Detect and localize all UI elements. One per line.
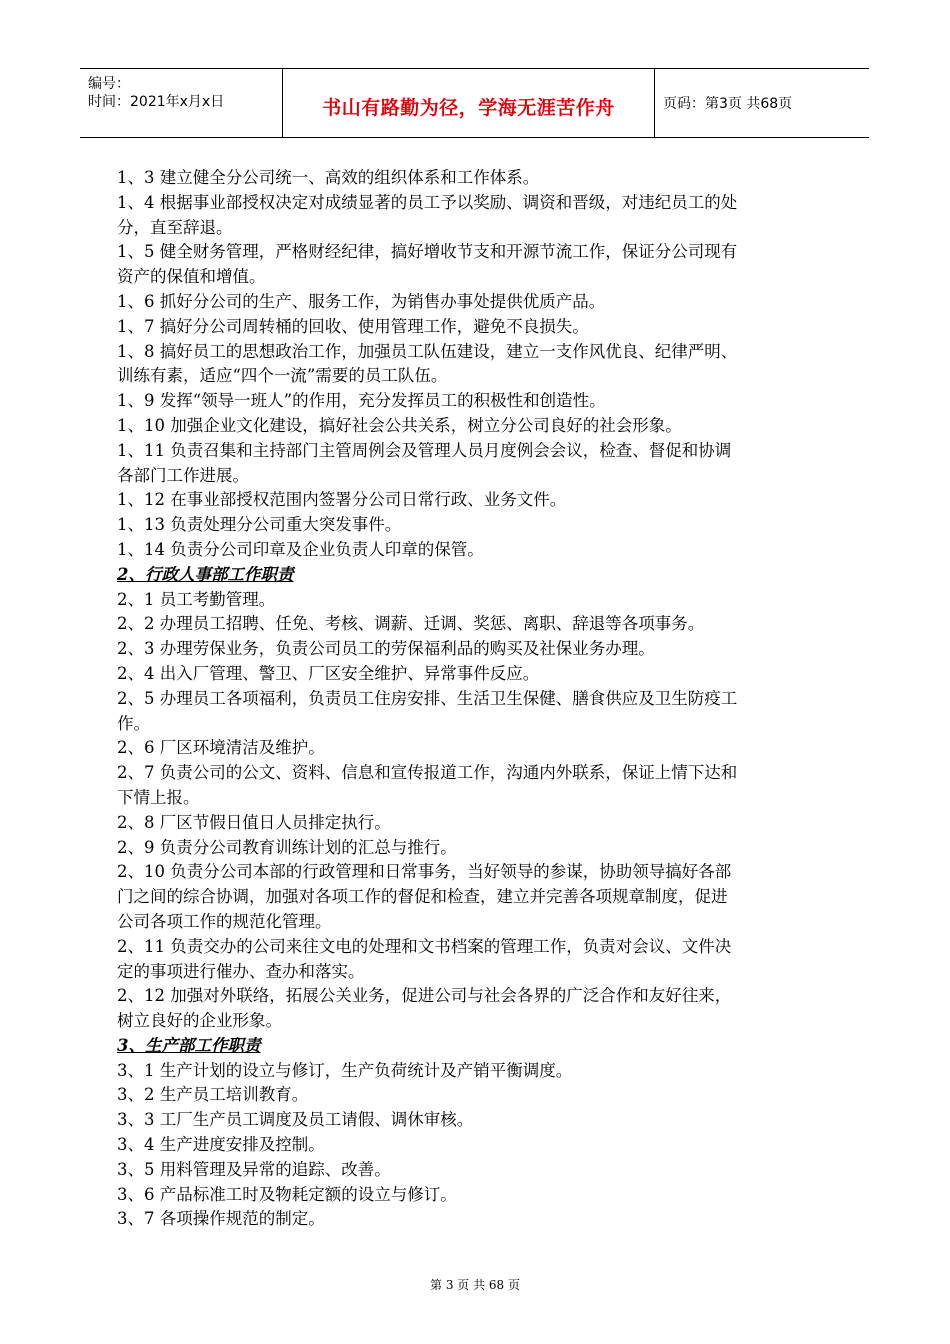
- document-code-label: 编号：: [88, 76, 130, 92]
- text-line: 1、4 根据事业部授权决定对成绩显著的员工予以奖励、调资和晋级，对违纪员工的处: [117, 192, 738, 212]
- document-body: [117, 166, 835, 1232]
- text-line: 作。: [117, 713, 150, 733]
- header-info-cell: [80, 69, 283, 137]
- text-line: 1、8 搞好员工的思想政治工作，加强员工队伍建设，建立一支作风优良、纪律严明、: [117, 341, 738, 361]
- text-line: 3、6 产品标准工时及物耗定额的设立与修订。: [117, 1184, 457, 1204]
- text-line: 2、5 办理员工各项福利，负责员工住房安排、生活卫生保健、膳食供应及卫生防疫工: [117, 688, 738, 708]
- text-line: 下情上报。: [117, 787, 200, 807]
- text-line: 3、3 工厂生产员工调度及员工请假、调休审核。: [117, 1110, 474, 1130]
- text-line: 1、13 负责处理分公司重大突发事件。: [117, 515, 402, 535]
- header-motto: 书山有路勤为径，学海无涯苦作舟: [322, 97, 615, 119]
- document-time-label: 时间：2021年x月x日: [88, 94, 225, 110]
- text-line: 3、7 各项操作规范的制定。: [117, 1209, 325, 1229]
- text-line: 2、10 负责分公司本部的行政管理和日常事务，当好领导的参谋，协助领导搞好各部: [117, 862, 732, 882]
- text-line: 3、1 生产计划的设立与修订，生产负荷统计及产销平衡调度。: [117, 1060, 573, 1080]
- text-line: 资产的保值和增值。: [117, 267, 266, 287]
- text-line: 2、4 出入厂管理、警卫、厂区安全维护、异常事件反应。: [117, 663, 540, 683]
- text-line: 1、6 抓好分公司的生产、服务工作，为销售办事处提供优质产品。: [117, 291, 606, 311]
- text-line: 2、9 负责分公司教育训练计划的汇总与推行。: [117, 837, 457, 857]
- text-line: 2、6 厂区环境清洁及维护。: [117, 738, 325, 758]
- text-line: 分，直至辞退。: [117, 217, 233, 237]
- document-header: [80, 68, 869, 138]
- text-line: 3、4 生产进度安排及控制。: [117, 1135, 325, 1155]
- text-line: 树立良好的企业形象。: [117, 1011, 282, 1031]
- text-line: 2、2 办理员工招聘、任免、考核、调薪、迁调、奖惩、离职、辞退等各项事务。: [117, 614, 705, 634]
- text-line: 1、14 负责分公司印章及企业负责人印章的保管。: [117, 539, 484, 559]
- section-heading: 2、行政人事部工作职责: [117, 564, 294, 584]
- text-line: 1、12 在事业部授权范围内签署分公司日常行政、业务文件。: [117, 490, 567, 510]
- text-line: 1、3 建立健全分公司统一、高效的组织体系和工作体系。: [117, 168, 540, 187]
- text-line: 1、10 加强企业文化建设，搞好社会公共关系，树立分公司良好的社会形象。: [117, 415, 682, 435]
- text-line: 1、9 发挥“领导一班人”的作用，充分发挥员工的积极性和创造性。: [117, 391, 606, 411]
- text-line: 1、5 健全财务管理，严格财经纪律，搞好增收节支和开源节流工作，保证分公司现有: [117, 242, 738, 262]
- text-line: 2、11 负责交办的公司来往文电的处理和文书档案的管理工作，负责对会议、文件决: [117, 936, 732, 956]
- text-line: 公司各项工作的规范化管理。: [117, 911, 332, 931]
- text-line: 训练有素，适应“四个一流”需要的员工队伍。: [117, 366, 448, 386]
- text-line: 2、12 加强对外联络，拓展公关业务，促进公司与社会各界的广泛合作和友好往来，: [117, 986, 732, 1006]
- text-line: 3、2 生产员工培训教育。: [117, 1085, 309, 1105]
- text-line: 3、5 用料管理及异常的追踪、改善。: [117, 1159, 391, 1179]
- page-footer: 第 3 页 共 68 页: [430, 1278, 520, 1292]
- text-line: 1、11 负责召集和主持部门主管周例会及管理人员月度例会会议，检查、督促和协调: [117, 440, 732, 460]
- header-page-number: 页码：第3页 共68页: [663, 96, 793, 112]
- header-page-cell: [655, 69, 869, 137]
- text-line: 门之间的综合协调，加强对各项工作的督促和检查，建立并完善各项规章制度，促进: [117, 887, 728, 907]
- text-line: 各部门工作进展。: [117, 465, 249, 485]
- text-line: 2、7 负责公司的公文、资料、信息和宣传报道工作，沟通内外联系，保证上情下达和: [117, 763, 738, 783]
- text-line: 2、8 厂区节假日值日人员排定执行。: [117, 812, 391, 832]
- text-line: 2、3 办理劳保业务，负责公司员工的劳保福利品的购买及社保业务办理。: [117, 639, 655, 659]
- header-motto-cell: [283, 69, 655, 137]
- section-heading: 3、生产部工作职责: [117, 1035, 261, 1055]
- text-line: 1、7 搞好分公司周转桶的回收、使用管理工作，避免不良损失。: [117, 316, 589, 336]
- text-line: 2、1 员工考勤管理。: [117, 589, 276, 609]
- text-line: 定的事项进行催办、查办和落实。: [117, 961, 365, 981]
